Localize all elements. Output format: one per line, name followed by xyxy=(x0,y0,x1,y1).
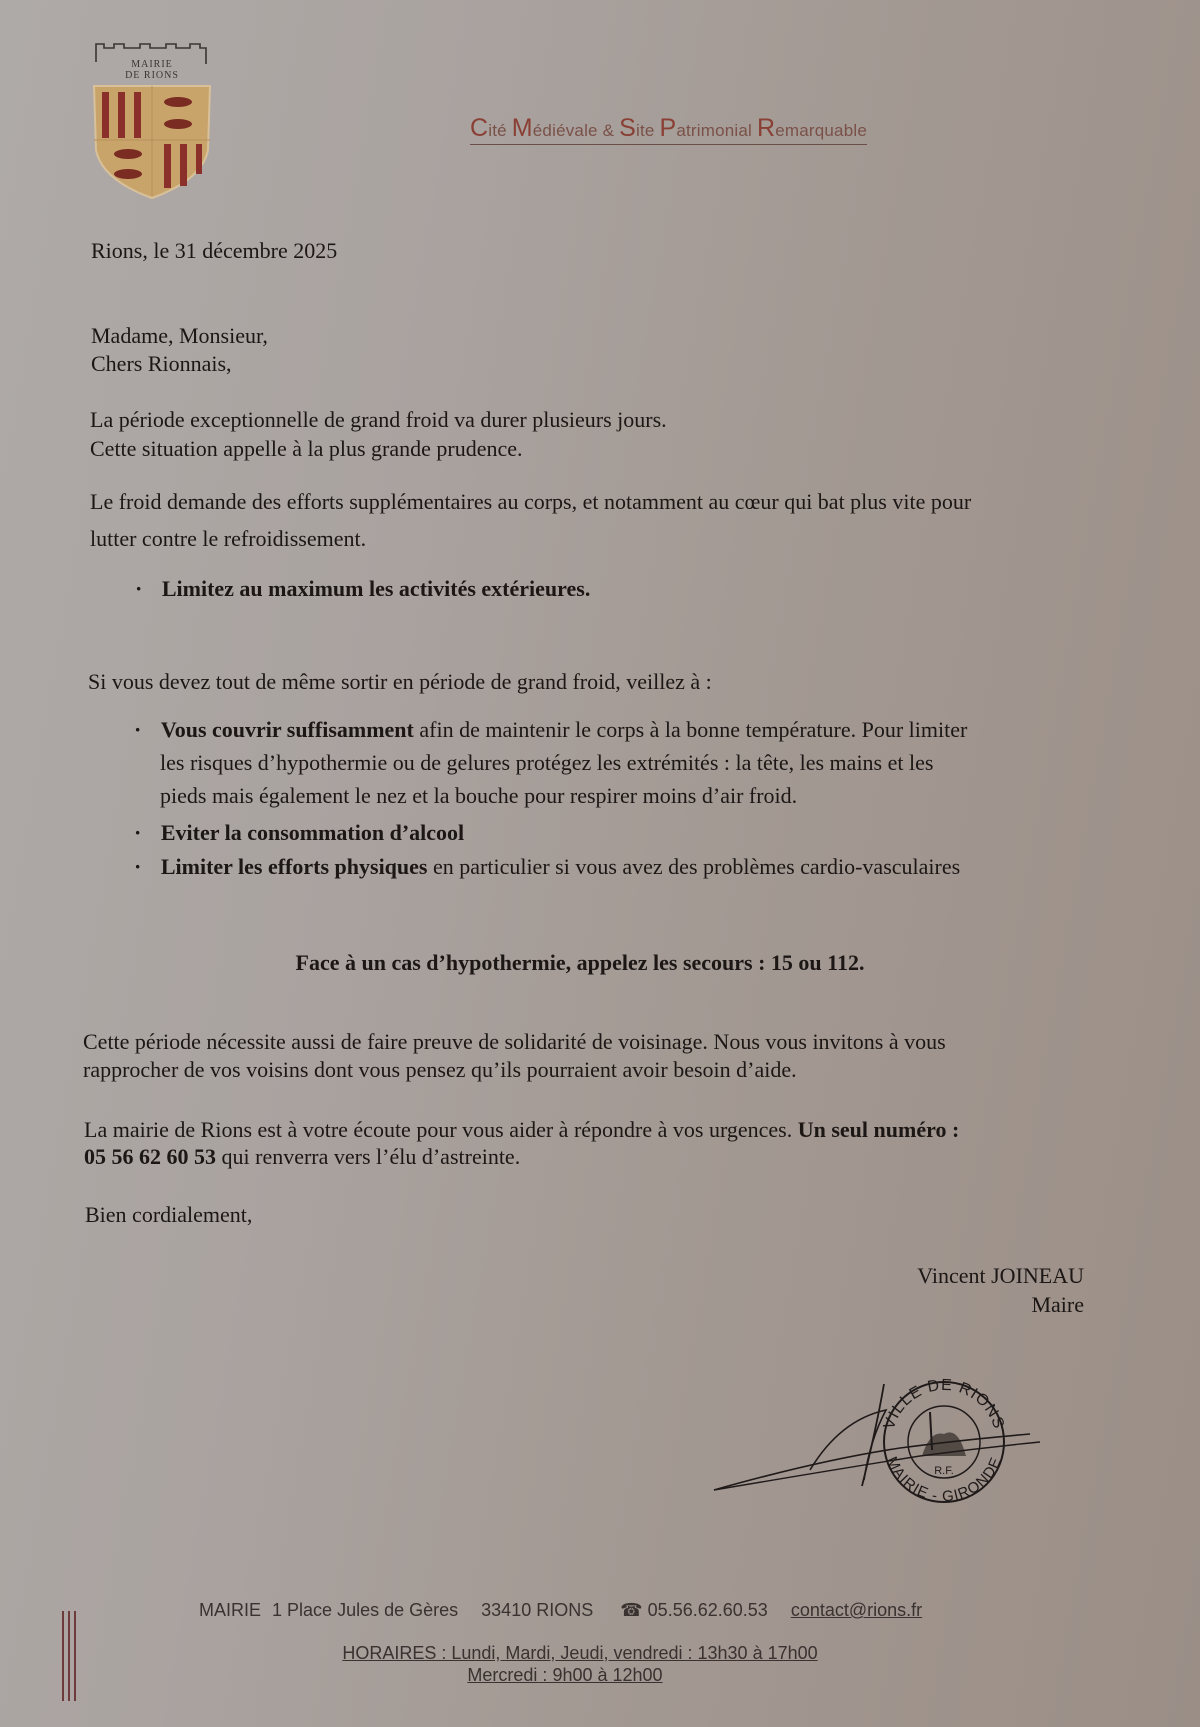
tagline-cap: M xyxy=(511,114,533,142)
closing: Bien cordialement, xyxy=(85,1202,253,1227)
bullet-marker: · xyxy=(134,854,142,879)
bullet-1-line-2: les risques d’hypothermie ou de gelures protégez les extrémités : la tête, les mains et les xyxy=(160,750,934,775)
mairie-logo xyxy=(90,40,215,200)
svg-text:VILLE DE RIONS: VILLE DE RIONS xyxy=(880,1376,1008,1432)
bullet-item-2 xyxy=(134,819,464,847)
signature-and-stamp xyxy=(700,1360,1080,1520)
coat-of-arms-icon xyxy=(90,40,215,200)
bullet-1-bold: Vous couvrir suffisamment xyxy=(160,717,414,742)
tagline-text: ite xyxy=(635,121,660,140)
paragraph-1-line-1: La période exceptionnelle de grand froid va durer plusieurs jours. xyxy=(90,407,667,432)
footer-contact-line xyxy=(199,1600,922,1621)
tagline-cap: S xyxy=(619,114,636,142)
tagline-cap: R xyxy=(756,114,776,142)
signatory-title: Maire xyxy=(1031,1292,1084,1317)
tagline-text: édiévale & xyxy=(532,121,620,140)
salutation-2: Chers Rionnais, xyxy=(91,351,232,376)
emergency-notice: Face à un cas d’hypothermie, appelez les secours : 15 ou 112. xyxy=(295,950,865,975)
mairie-line-2-text: qui renverra vers l’élu d’astreinte. xyxy=(216,1144,521,1169)
footer-postcode-city: 33410 RIONS xyxy=(481,1600,594,1620)
footer-address: 1 Place Jules de Gères xyxy=(272,1600,459,1620)
tagline-text: emarquable xyxy=(775,121,867,140)
footer-hours-line-1: HORAIRES : Lundi, Mardi, Jeudi, vendredi : 13h30 à 17h00 xyxy=(342,1643,818,1663)
footer-phone[interactable]: 05.56.62.60.53 xyxy=(647,1600,768,1620)
bullet-marker: · xyxy=(135,576,143,601)
bullet-2-bold: Eviter la consommation d’alcool xyxy=(160,820,465,845)
bullet-3-rest: en particulier si vous avez des problèmes cardio-vasculaires xyxy=(427,854,961,879)
footer-email-link[interactable]: contact@rions.fr xyxy=(790,1600,923,1620)
official-seal-icon xyxy=(700,1360,1080,1520)
svg-text:MAIRIE - GIRONDE: MAIRIE - GIRONDE xyxy=(882,1454,1006,1506)
emergency-phone-number: 05 56 62 60 53 xyxy=(84,1144,216,1169)
bullet-item-1 xyxy=(134,716,967,744)
salutation-1: Madame, Monsieur, xyxy=(91,323,268,348)
svg-text:DE RIONS: DE RIONS xyxy=(125,70,179,81)
mairie-line-2 xyxy=(84,1143,520,1171)
paragraph-2-line-2: lutter contre le refroidissement. xyxy=(90,526,367,551)
mairie-line-1-bold: Un seul numéro : xyxy=(797,1117,960,1142)
outside-intro: Si vous devez tout de même sortir en période de grand froid, veillez à : xyxy=(88,669,712,694)
bullet-item-3 xyxy=(134,853,960,881)
bullet-marker: · xyxy=(134,717,142,742)
phone-icon: ☎ xyxy=(620,1600,643,1620)
paragraph-1-line-2: Cette situation appelle à la plus grande prudence. xyxy=(90,436,523,461)
solidarity-line-1: Cette période nécessite aussi de faire preuve de solidarité de voisinage. Nous vous invitons à vous xyxy=(83,1029,946,1054)
bullet-3-bold: Limiter les efforts physiques xyxy=(160,854,428,879)
tagline xyxy=(470,114,867,145)
bullet-1-line-3: pieds mais également le nez et la bouche pour respirer moins d’air froid. xyxy=(160,783,798,808)
tagline-cap: C xyxy=(470,114,489,142)
bullet-marker: · xyxy=(134,820,142,845)
svg-text:R.F.: R.F. xyxy=(934,1465,954,1477)
tagline-cap: P xyxy=(659,114,677,142)
footer-hours-line-2: Mercredi : 9h00 à 12h00 xyxy=(467,1665,663,1685)
main-advice-item xyxy=(135,575,590,603)
footer-label: MAIRIE xyxy=(199,1600,262,1620)
tagline-text: ité xyxy=(488,121,512,140)
svg-text:MAIRIE: MAIRIE xyxy=(131,59,173,70)
date-line: Rions, le 31 décembre 2025 xyxy=(91,238,338,263)
signatory-name: Vincent JOINEAU xyxy=(917,1263,1084,1288)
solidarity-line-2: rapprocher de vos voisins dont vous pensez qu’ils pourraient avoir besoin d’aide. xyxy=(83,1057,797,1082)
paragraph-2-line-1: Le froid demande des efforts supplémentaires au corps, et notamment au cœur qui bat plus vite pour xyxy=(90,489,972,514)
mairie-line-1-text: La mairie de Rions est à votre écoute pour vous aider à répondre à vos urgences. xyxy=(84,1117,798,1142)
mairie-line-1 xyxy=(84,1116,959,1144)
main-advice-text: Limitez au maximum les activités extérieures. xyxy=(161,576,591,601)
bullet-1-rest: afin de maintenir le corps à la bonne température. Pour limiter xyxy=(413,717,968,742)
tagline-text: atrimonial xyxy=(676,121,757,140)
